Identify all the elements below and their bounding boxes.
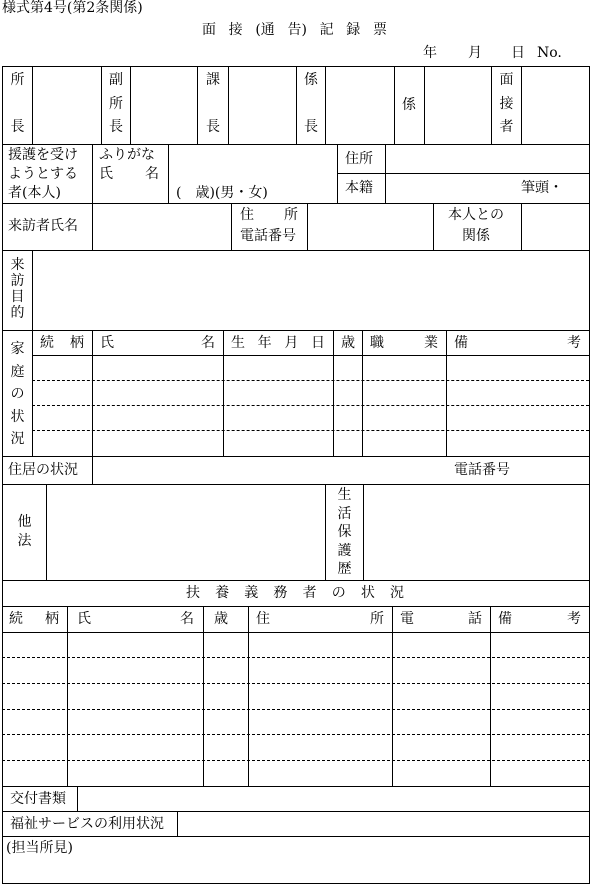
other-law-label: 他 法 <box>17 514 32 549</box>
staff-opinion-label: (担当所見) <box>6 840 73 856</box>
visit-purpose-label: 来 訪 目 的 <box>10 257 25 321</box>
housing-phone-label: 電話番号 <box>454 462 510 478</box>
support-phone-header: 電 話 <box>400 611 482 627</box>
visitor-name-label: 来訪者氏名 <box>8 218 78 234</box>
issued-documents-label: 交付書類 <box>10 791 66 807</box>
family-occupation-header: 職 業 <box>370 335 438 351</box>
visitor-address-label: 住 所 <box>240 207 298 223</box>
applicant-name-label: 氏 名 <box>99 166 159 182</box>
month-label: 月 <box>468 45 482 61</box>
domicile-label: 本籍 <box>345 180 373 196</box>
relation-label-line1: 本人との <box>448 207 504 223</box>
welfare-services-label: 福祉サービスの利用状況 <box>10 816 164 832</box>
form-number: 様式第4号(第2条関係) <box>2 0 143 16</box>
support-remarks-header: 備 考 <box>498 611 581 627</box>
support-name-header: 氏 名 <box>77 611 194 627</box>
approval-interviewer-label: 面 接 者 <box>499 72 514 135</box>
support-relation-header: 続 柄 <box>9 611 59 627</box>
applicant-address-label: 住所 <box>345 151 373 167</box>
form-title: 面 接 (通 告) 記 録 票 <box>202 22 387 38</box>
approval-section-chief-label: 課 長 <box>206 72 220 135</box>
approval-chief-label: 所 長 <box>10 72 25 135</box>
approval-staff-label: 係 <box>402 97 416 113</box>
applicant-label-line1: 援護を受け <box>8 147 78 163</box>
housing-label: 住居の状況 <box>8 462 78 478</box>
household-head-label: 筆頭・ <box>521 180 563 196</box>
support-address-header: 住 所 <box>256 611 384 627</box>
family-name-header: 氏 名 <box>100 335 215 351</box>
support-obligors-title: 扶 養 義 務 者 の 状 況 <box>186 585 404 601</box>
family-age-header: 歳 <box>341 335 355 351</box>
day-label: 日 <box>511 45 525 61</box>
relation-label-line2: 関係 <box>462 228 490 244</box>
support-age-header: 歳 <box>214 611 228 627</box>
furigana-label: ふりがな <box>99 147 155 163</box>
age-sex-label: ( 歳)(男・女) <box>176 185 268 201</box>
number-label: No. <box>537 45 562 61</box>
welfare-history-label: 生 活 保 護 歴 <box>337 487 352 577</box>
family-dob-header: 生 年 月 日 <box>231 335 325 351</box>
visitor-phone-label: 電話番号 <box>240 228 296 244</box>
applicant-label-line3: 者(本人) <box>8 185 61 201</box>
approval-deputy-chief-label: 副 所 長 <box>109 72 123 135</box>
applicant-label-line2: ようとする <box>8 166 78 182</box>
year-label: 年 <box>423 45 437 61</box>
family-relation-header: 続 柄 <box>40 335 84 351</box>
approval-unit-chief-label: 係 長 <box>304 72 318 135</box>
family-status-label: 家 庭 の 状 況 <box>10 341 25 447</box>
family-remarks-header: 備 考 <box>454 335 581 351</box>
